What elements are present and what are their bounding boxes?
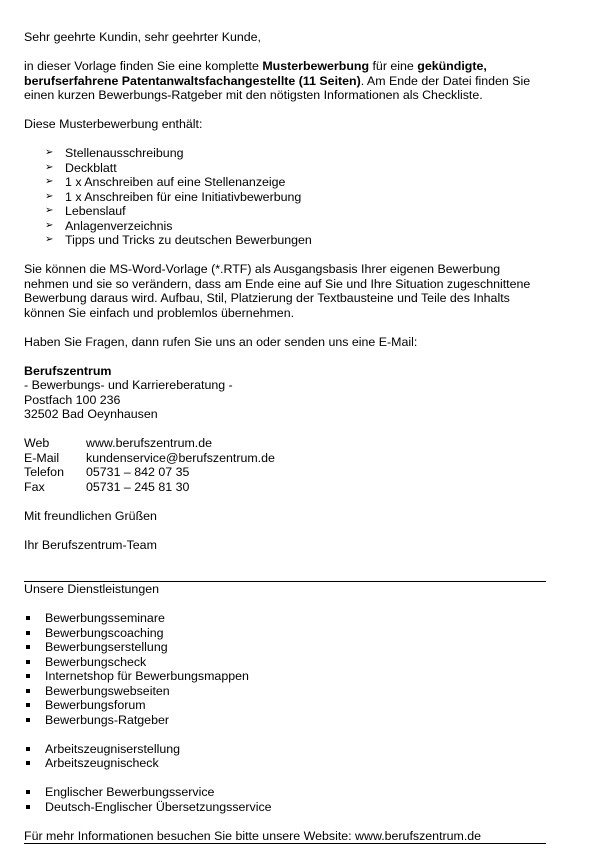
services-list-3: [24, 785, 546, 814]
list-item-label: Anlagenverzeichnis: [65, 218, 173, 233]
contact-row-email: [24, 451, 546, 466]
square-bullet-icon: [26, 660, 30, 664]
questions-line: Haben Sie Fragen, dann rufen Sie uns an oder senden uns eine E-Mail:: [24, 334, 418, 349]
list-item-label: Deutsch-Englischer Übersetzungsservice: [45, 799, 272, 814]
services-heading: Unsere Dienstleistungen: [24, 582, 159, 596]
intro-bold-1: Musterbewerbung: [262, 59, 370, 73]
list-item: [24, 146, 546, 161]
intro-text-3: . Am Ende der Datei finden Sie einen kurzen Bewerbungs-Ratgeber mit den nötigsten Informationen als Checkliste.: [24, 73, 531, 102]
intro-text-2: für eine: [369, 59, 418, 73]
intro-bold-2: gekündigte, berufserfahrene Patentanwaltsfachangestellte (11 Seiten): [24, 59, 487, 88]
list-item-label: 1 x Anschreiben auf eine Stellenanzeige: [65, 175, 286, 189]
company-postbox: Postfach 100 236: [24, 392, 121, 407]
list-item: [24, 175, 546, 190]
list-item: [24, 219, 546, 234]
document-page: [24, 30, 546, 844]
list-item-label: Tipps und Tricks zu deutschen Bewerbungen: [65, 233, 312, 247]
company-city: 32502 Bad Oeynhausen: [24, 407, 158, 421]
list-item-label: Arbeitszeugniserstellung: [45, 741, 180, 756]
contact-label: Web: [24, 436, 50, 450]
list-item: [24, 190, 546, 205]
closing: Mit freundlichen Grüßen: [24, 508, 157, 523]
contact-block: [24, 436, 546, 494]
list-item-label: Internetshop für Bewerbungsmappen: [45, 669, 249, 683]
arrow-bullet-icon: ➢: [45, 190, 54, 202]
square-bullet-icon: [26, 689, 30, 693]
arrow-bullet-icon: ➢: [45, 219, 54, 231]
list-item: [24, 204, 546, 219]
list-item-label: Bewerbungsseminare: [45, 611, 165, 625]
list-item: [24, 785, 546, 800]
company-tagline: - Bewerbungs- und Karriereberatung -: [24, 378, 233, 392]
square-bullet-icon: [26, 631, 30, 635]
contents-heading: Diese Musterbewerbung enthält:: [24, 117, 203, 131]
list-item: [24, 713, 546, 728]
list-item-label: Englischer Bewerbungsservice: [45, 785, 215, 799]
intro-paragraph: [24, 59, 546, 103]
fax-number: 05731 – 245 81 30: [86, 479, 190, 494]
list-item-label: Arbeitszeugnischeck: [45, 756, 159, 770]
contents-list: [24, 146, 546, 248]
footer-line: Für mehr Informationen besuchen Sie bitte unsere Website: www.berufszentrum.de: [24, 829, 546, 845]
list-item-label: 1 x Anschreiben für eine Initiativbewerbung: [65, 189, 302, 204]
list-item: [24, 161, 546, 176]
intro-text-1: in dieser Vorlage finden Sie eine komplette: [24, 59, 263, 73]
list-item: [24, 684, 546, 699]
list-item: [24, 742, 546, 757]
company-address: [24, 364, 546, 422]
list-item-label: Bewerbungscheck: [45, 654, 147, 669]
signature: Ihr Berufszentrum-Team: [24, 537, 157, 552]
square-bullet-icon: [26, 645, 30, 649]
contact-label: Telefon: [24, 465, 64, 479]
arrow-bullet-icon: ➢: [45, 161, 54, 173]
square-bullet-icon: [26, 616, 30, 620]
square-bullet-icon: [26, 703, 30, 707]
square-bullet-icon: [26, 747, 30, 751]
contact-row-web: [24, 436, 546, 451]
arrow-bullet-icon: ➢: [45, 205, 54, 216]
email-link[interactable]: kundenservice@berufszentrum.de: [86, 450, 275, 465]
list-item-label: Bewerbungscoaching: [45, 625, 164, 640]
contact-row-fax: [24, 480, 546, 495]
list-item: [24, 800, 546, 815]
list-item-label: Stellenausschreibung: [65, 146, 184, 160]
phone-number: 05731 – 842 07 35: [86, 465, 190, 479]
square-bullet-icon: [26, 790, 30, 794]
list-item: [24, 626, 546, 641]
list-item-label: Bewerbungswebseiten: [45, 683, 170, 698]
list-item-label: Lebenslauf: [65, 204, 126, 218]
services-list-1: [24, 611, 546, 727]
contact-row-phone: [24, 465, 546, 480]
list-item: [24, 233, 546, 248]
template-note: Sie können die MS-Word-Vorlage (*.RTF) als Ausgangsbasis Ihrer eigenen Bewerbung nehmen und sie so verändern, dass am Ende eine auf Sie und Ihre Situation zugeschnittene Bewerbung daraus wird. Aufbau, Stil, Platzierung der Textbausteine und Teile des Inhalts können Sie einfach und problemlos übernehmen.: [24, 262, 531, 320]
square-bullet-icon: [26, 674, 30, 678]
contact-label: E-Mail: [24, 450, 60, 465]
arrow-bullet-icon: ➢: [45, 176, 54, 187]
greeting: Sehr geehrte Kundin, sehr geehrter Kunde,: [24, 30, 261, 44]
list-item: [24, 698, 546, 713]
list-item-label: Bewerbungserstellung: [45, 640, 168, 654]
web-link[interactable]: www.berufszentrum.de: [86, 436, 213, 450]
list-item: [24, 640, 546, 655]
square-bullet-icon: [26, 761, 30, 765]
list-item-label: Deckblatt: [65, 160, 117, 175]
list-item-label: Bewerbungsforum: [45, 698, 146, 712]
arrow-bullet-icon: ➢: [45, 234, 54, 245]
list-item: [24, 655, 546, 670]
company-name: Berufszentrum: [24, 363, 112, 378]
list-item: [24, 669, 546, 684]
list-item: [24, 756, 546, 771]
list-item: [24, 611, 546, 626]
square-bullet-icon: [26, 805, 30, 809]
arrow-bullet-icon: ➢: [45, 147, 54, 158]
contact-label: Fax: [24, 479, 45, 494]
services-list-2: [24, 742, 546, 771]
square-bullet-icon: [26, 718, 30, 722]
list-item-label: Bewerbungs-Ratgeber: [45, 712, 169, 727]
